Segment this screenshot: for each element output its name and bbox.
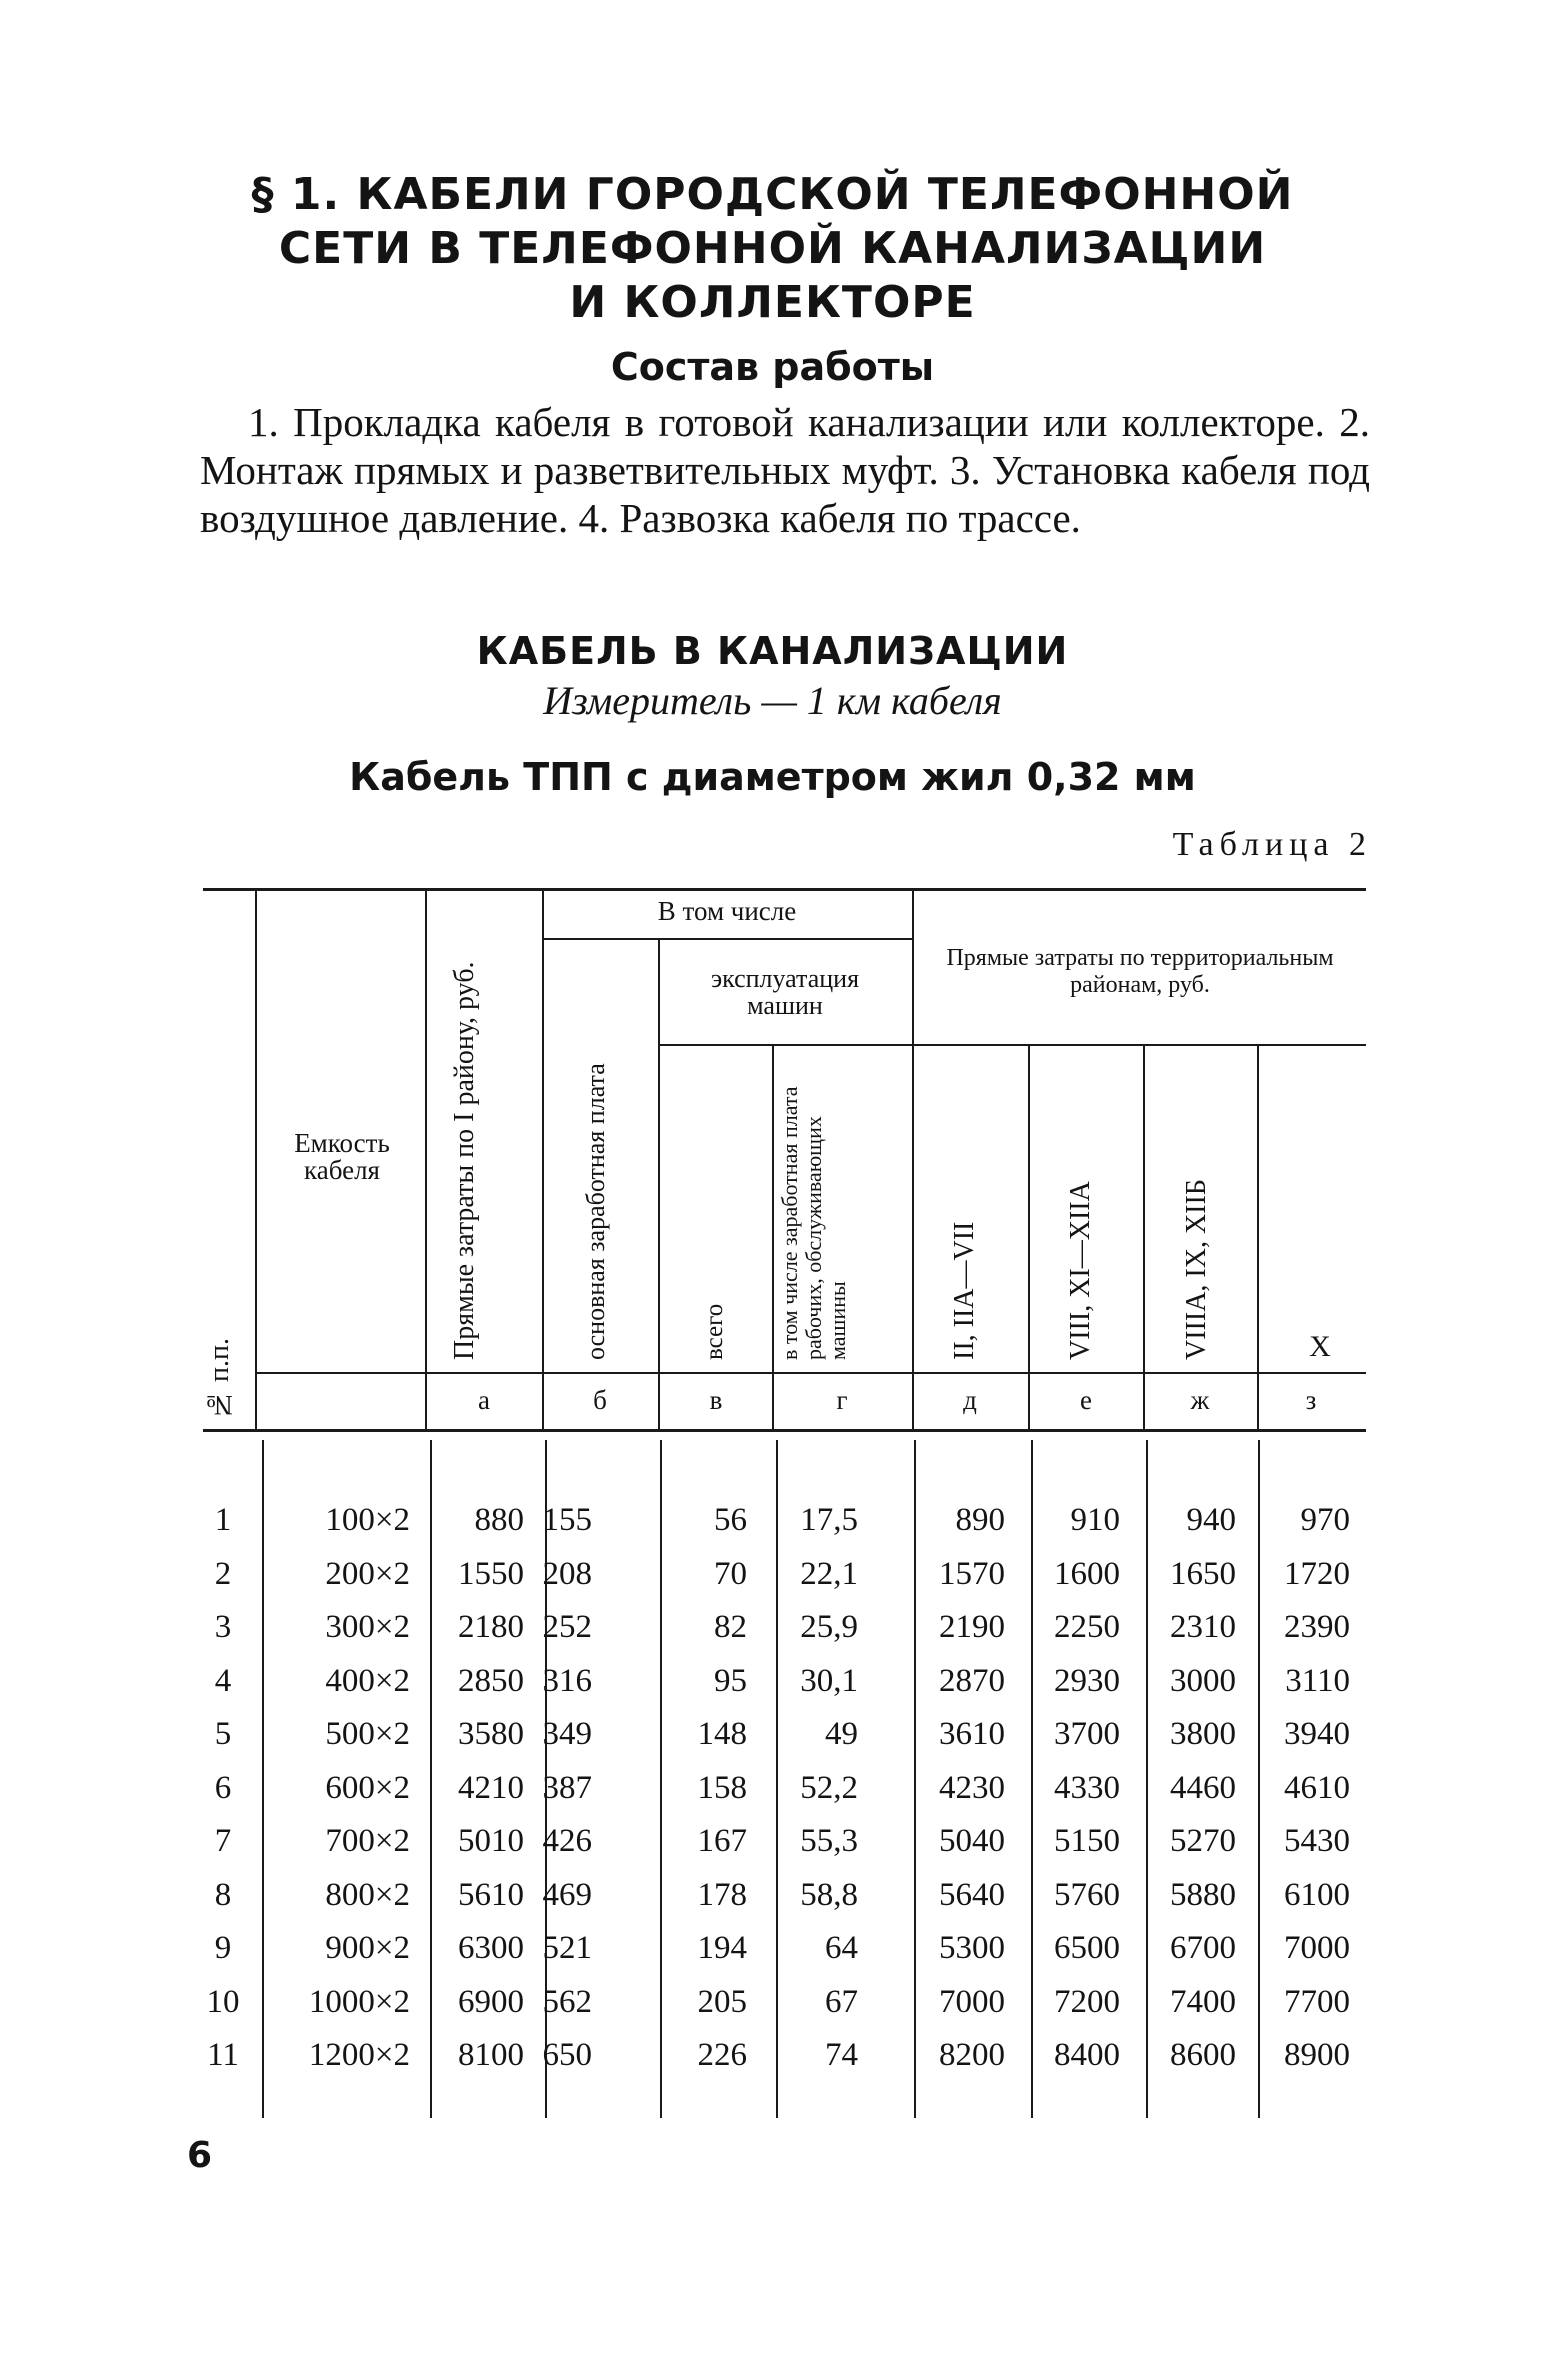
table-cell: 4610	[1284, 1769, 1350, 1806]
table-cell: 7000	[939, 1983, 1005, 2020]
table-cell: 5300	[939, 1930, 1005, 1966]
header-region-z: X	[1309, 1330, 1331, 1363]
table-label: Таблица 2	[1172, 826, 1372, 863]
vline-6	[912, 890, 914, 1430]
row-capacity: 900×2	[325, 1930, 410, 1966]
column-letter: з	[1305, 1385, 1317, 1415]
table-cell: 7200	[1054, 1983, 1120, 2020]
table-cell: 1570	[939, 1555, 1005, 1592]
table-cell: 6300	[458, 1930, 524, 1966]
table-cell: 70	[714, 1555, 747, 1592]
table-cell: 562	[542, 1983, 592, 2020]
table-cell: 8200	[939, 2037, 1005, 2073]
column-letter: г	[836, 1385, 848, 1415]
rule-letters-bottom	[203, 1429, 1366, 1432]
table-cell: 4210	[458, 1769, 524, 1806]
table-cell: 8600	[1170, 2037, 1236, 2073]
row-capacity: 1200×2	[308, 2037, 410, 2073]
table-cell: 2850	[458, 1662, 524, 1699]
table-cell: 167	[697, 1823, 747, 1859]
table-cell: 387	[542, 1769, 592, 1806]
table-cell: 1720	[1284, 1555, 1350, 1592]
table-cell: 2930	[1054, 1662, 1120, 1699]
column-letter: ж	[1190, 1385, 1210, 1415]
vline-body-1	[262, 1440, 264, 2118]
table-cell: 3610	[939, 1716, 1005, 1752]
row-capacity: 300×2	[325, 1609, 410, 1645]
table-cell: 6700	[1170, 1930, 1236, 1966]
table-cell: 67	[825, 1983, 858, 2020]
column-letter: а	[478, 1385, 490, 1415]
row-number: 7	[214, 1823, 232, 1859]
rule-header-bottom	[255, 1372, 1366, 1374]
table-cell: 316	[542, 1662, 592, 1699]
table-cell: 2870	[939, 1662, 1005, 1699]
table-cell: 970	[1300, 1502, 1350, 1538]
table-cell: 52,2	[800, 1769, 858, 1806]
table-cell: 3000	[1170, 1662, 1236, 1699]
row-number: 3	[214, 1609, 232, 1645]
table-cell: 5150	[1054, 1823, 1120, 1859]
vline-8	[1143, 1046, 1145, 1430]
row-number: 8	[214, 1876, 232, 1913]
table-cell: 148	[697, 1716, 747, 1752]
vline-3	[542, 890, 544, 1430]
section-title-line-2: СЕТИ В ТЕЛЕФОННОЙ КАНАЛИЗАЦИИ	[278, 223, 1267, 274]
table-cell: 25,9	[800, 1609, 858, 1645]
vline-9	[1257, 1046, 1259, 1430]
table-cell: 3580	[458, 1716, 524, 1752]
table-cell: 22,1	[800, 1555, 858, 1592]
row-capacity: 700×2	[325, 1823, 410, 1859]
work-description: 1. Прокладка кабеля в готовой канализации или коллекторе. 2. Монтаж прямых и разветвительных муфт. 3. Установка кабеля под воздушное давление. 4. Развозка кабеля по трассе.	[200, 399, 1370, 541]
table-cell: 49	[825, 1716, 858, 1752]
table-cell: 205	[697, 1983, 747, 2020]
header-capacity: Емкость кабеля	[294, 1128, 390, 1185]
subsection-title: КАБЕЛЬ В КАНАЛИЗАЦИИ	[476, 629, 1069, 673]
table-cell: 1550	[458, 1555, 524, 1592]
row-capacity: 1000×2	[308, 1983, 410, 2020]
vline-7	[1028, 1046, 1030, 1430]
table-cell: 349	[542, 1716, 592, 1752]
row-number: 4	[214, 1662, 232, 1699]
table-cell: 4460	[1170, 1769, 1236, 1806]
table-cell: 5430	[1284, 1823, 1350, 1859]
table-cell: 890	[955, 1502, 1005, 1538]
table-cell: 95	[714, 1662, 747, 1699]
header-region-zh: VIIIА, IX, XIIБ	[1181, 1179, 1212, 1360]
table-cell: 3700	[1054, 1716, 1120, 1752]
vline-5	[772, 1046, 774, 1430]
table-cell: 7700	[1284, 1983, 1350, 2020]
table-cell: 56	[714, 1502, 747, 1538]
table-cell: 4330	[1054, 1769, 1120, 1806]
header-region-d: II, IIА—VII	[949, 1221, 980, 1360]
section-title-line-1: § 1. КАБЕЛИ ГОРОДСКОЙ ТЕЛЕФОННОЙ	[251, 169, 1294, 220]
rule-including	[542, 938, 912, 940]
unit-of-measure: Измеритель — 1 км кабеля	[543, 678, 1002, 723]
table-cell: 3800	[1170, 1716, 1236, 1752]
header-region-e: VIII, XI—XIIА	[1065, 1181, 1096, 1360]
table-cell: 880	[474, 1502, 524, 1538]
row-number: 11	[207, 2037, 239, 2073]
row-capacity: 100×2	[325, 1502, 410, 1538]
header-wage-machine-workers: в том числе заработная плата рабочих, обслуживающих машины	[777, 1086, 850, 1360]
table-cell: 6900	[458, 1983, 524, 2020]
table-cell: 469	[542, 1876, 592, 1913]
table-cell: 7000	[1284, 1930, 1350, 1966]
page-number: 6	[187, 2135, 213, 2176]
table-cell: 2390	[1284, 1609, 1350, 1645]
rule-machines	[658, 1044, 912, 1046]
row-number: 6	[214, 1769, 232, 1806]
header-total: всего	[701, 1303, 728, 1360]
vline-2	[425, 890, 427, 1430]
table-cell: 1600	[1054, 1555, 1120, 1592]
table-cell: 3110	[1285, 1662, 1350, 1699]
header-base-wage: основная заработная плата	[581, 1063, 610, 1360]
table-cell: 5760	[1054, 1876, 1120, 1913]
rule-regions	[912, 1044, 1366, 1046]
table-cell: 6500	[1054, 1930, 1120, 1966]
header-direct-costs-region1: Прямые затраты по I району, руб.	[449, 961, 480, 1360]
table-cell: 3940	[1284, 1716, 1350, 1752]
table-cell: 58,8	[800, 1876, 858, 1913]
header-including: В том числе	[657, 896, 797, 926]
table-cell: 2310	[1170, 1609, 1236, 1645]
table-top-rule	[203, 888, 1366, 891]
table-cell: 8100	[458, 2037, 524, 2073]
vline-1	[255, 890, 257, 1430]
column-letter: д	[963, 1385, 977, 1415]
table-cell: 30,1	[800, 1662, 858, 1699]
table-cell: 4230	[939, 1769, 1005, 1806]
table-cell: 158	[697, 1769, 747, 1806]
table-cell: 55,3	[800, 1823, 858, 1859]
table-cell: 82	[714, 1609, 747, 1645]
table-cell: 252	[542, 1609, 592, 1645]
row-number: 10	[206, 1983, 240, 2020]
table-cell: 2180	[458, 1609, 524, 1645]
table-cell: 940	[1186, 1502, 1236, 1538]
table-cell: 5610	[458, 1876, 524, 1913]
table-cell: 74	[825, 2037, 858, 2073]
table-cell: 64	[825, 1930, 858, 1966]
column-letter: б	[593, 1385, 607, 1415]
table-cell: 5270	[1170, 1823, 1236, 1859]
row-number: 5	[214, 1716, 232, 1752]
header-direct-costs-regions: Прямые затраты по территориальным районам, руб.	[946, 945, 1334, 998]
header-num: № п.п.	[204, 1338, 235, 1420]
table-cell: 7400	[1170, 1983, 1236, 2020]
work-heading: Состав работы	[610, 345, 935, 389]
table-cell: 155	[542, 1502, 592, 1538]
header-machine-operation: эксплуатация машин	[710, 964, 860, 1020]
column-letter: в	[709, 1385, 723, 1415]
table-cell: 1650	[1170, 1555, 1236, 1592]
table-cell: 2250	[1054, 1609, 1120, 1645]
row-capacity: 600×2	[325, 1769, 410, 1806]
table-cell: 426	[542, 1823, 592, 1859]
row-capacity: 400×2	[325, 1662, 410, 1699]
table-cell: 5010	[458, 1823, 524, 1859]
vline-4	[658, 940, 660, 1430]
table-cell: 226	[697, 2037, 747, 2073]
table-cell: 5880	[1170, 1876, 1236, 1913]
table-cell: 2190	[939, 1609, 1005, 1645]
section-title-line-3: И КОЛЛЕКТОРЕ	[569, 277, 976, 328]
table-cell: 5040	[939, 1823, 1005, 1859]
table-cell: 650	[542, 2037, 592, 2073]
table-cell: 17,5	[800, 1502, 858, 1538]
table-cell: 178	[697, 1876, 747, 1913]
table-cell: 521	[542, 1930, 592, 1966]
table-cell: 8400	[1054, 2037, 1120, 2073]
row-capacity: 800×2	[325, 1876, 410, 1913]
table-cell: 208	[542, 1555, 592, 1592]
row-capacity: 200×2	[325, 1555, 410, 1592]
row-number: 9	[214, 1930, 232, 1966]
table-cell: 8900	[1284, 2037, 1350, 2073]
column-letter: е	[1080, 1385, 1092, 1415]
table-cell: 194	[697, 1930, 747, 1966]
table-cell: 5640	[939, 1876, 1005, 1913]
cable-title: Кабель ТПП с диаметром жил 0,32 мм	[349, 755, 1196, 799]
table-cell: 6100	[1284, 1876, 1350, 1913]
row-capacity: 500×2	[325, 1716, 410, 1752]
row-number: 1	[214, 1502, 232, 1538]
row-number: 2	[214, 1555, 232, 1592]
table-cell: 910	[1070, 1502, 1120, 1538]
